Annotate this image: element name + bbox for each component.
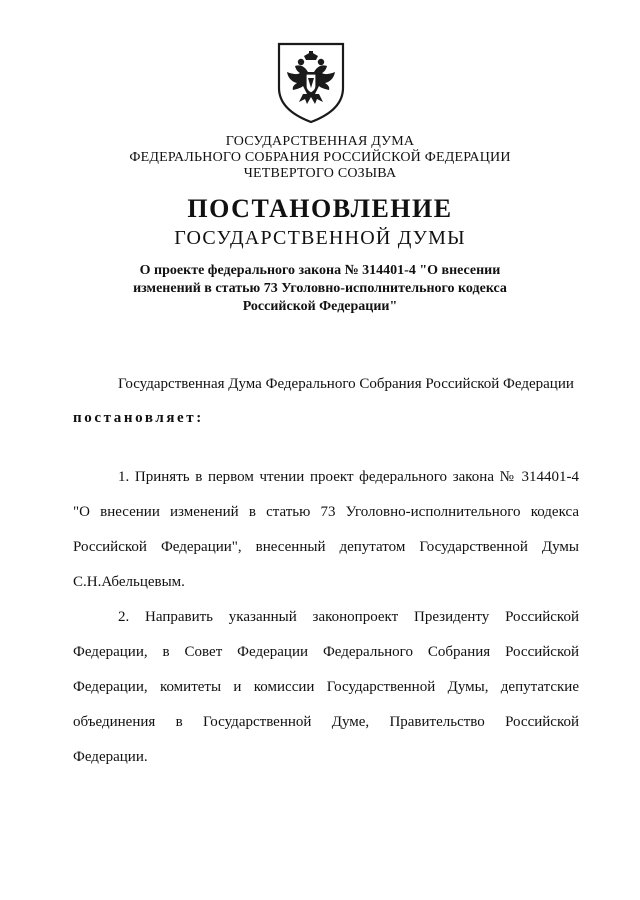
- item1-line-2: "О внесении изменений в статью 73 Уголовно-исполнительного кодекса: [73, 504, 579, 520]
- item2-line-2: Федерации, в Совет Федерации Федерального Собрания Российской: [73, 644, 579, 660]
- resolution-item-1: [73, 460, 579, 600]
- subject-line-1: О проекте федерального закона № 314401-4 "О внесении: [139, 263, 501, 278]
- preamble: Государственная Дума Федерального Собрания Российской Федерации: [118, 376, 574, 392]
- org-line-2: ФЕДЕРАЛЬНОГО СОБРАНИЯ РОССИЙСКОЙ ФЕДЕРАЦИИ: [129, 150, 511, 165]
- item2-line-4: объединения в Государственной Думе, Правительство Российской: [73, 714, 579, 730]
- coat-of-arms-icon: [275, 42, 347, 124]
- item1-line-3: Российской Федерации", внесенный депутатом Государственной Думы: [73, 539, 579, 555]
- item2-line-3: Федерации, комитеты и комиссии Государственной Думы, депутатские: [73, 679, 579, 695]
- document-subject: [0, 262, 640, 316]
- resolution-item-2: [73, 600, 579, 775]
- org-line-1: ГОСУДАРСТВЕННАЯ ДУМА: [225, 134, 415, 149]
- item1-line-4: С.Н.Абельцевым.: [73, 574, 185, 590]
- document-type: ПОСТАНОВЛЕНИЕ: [187, 194, 453, 223]
- subject-line-2: изменений в статью 73 Уголовно-исполнительного кодекса: [133, 281, 507, 296]
- document-issuer: ГОСУДАРСТВЕННОЙ ДУМЫ: [174, 227, 466, 249]
- organization-header: [0, 134, 640, 182]
- item2-line-1: 2. Направить указанный законопроект Президенту Российской: [118, 609, 579, 625]
- org-line-3: ЧЕТВЕРТОГО СОЗЫВА: [243, 166, 397, 181]
- item1-line-1: 1. Принять в первом чтении проект федерального закона № 314401-4: [118, 469, 579, 485]
- item2-line-5: Федерации.: [73, 749, 148, 765]
- decree-word: постановляет:: [73, 410, 204, 426]
- subject-line-3: Российской Федерации": [242, 299, 398, 314]
